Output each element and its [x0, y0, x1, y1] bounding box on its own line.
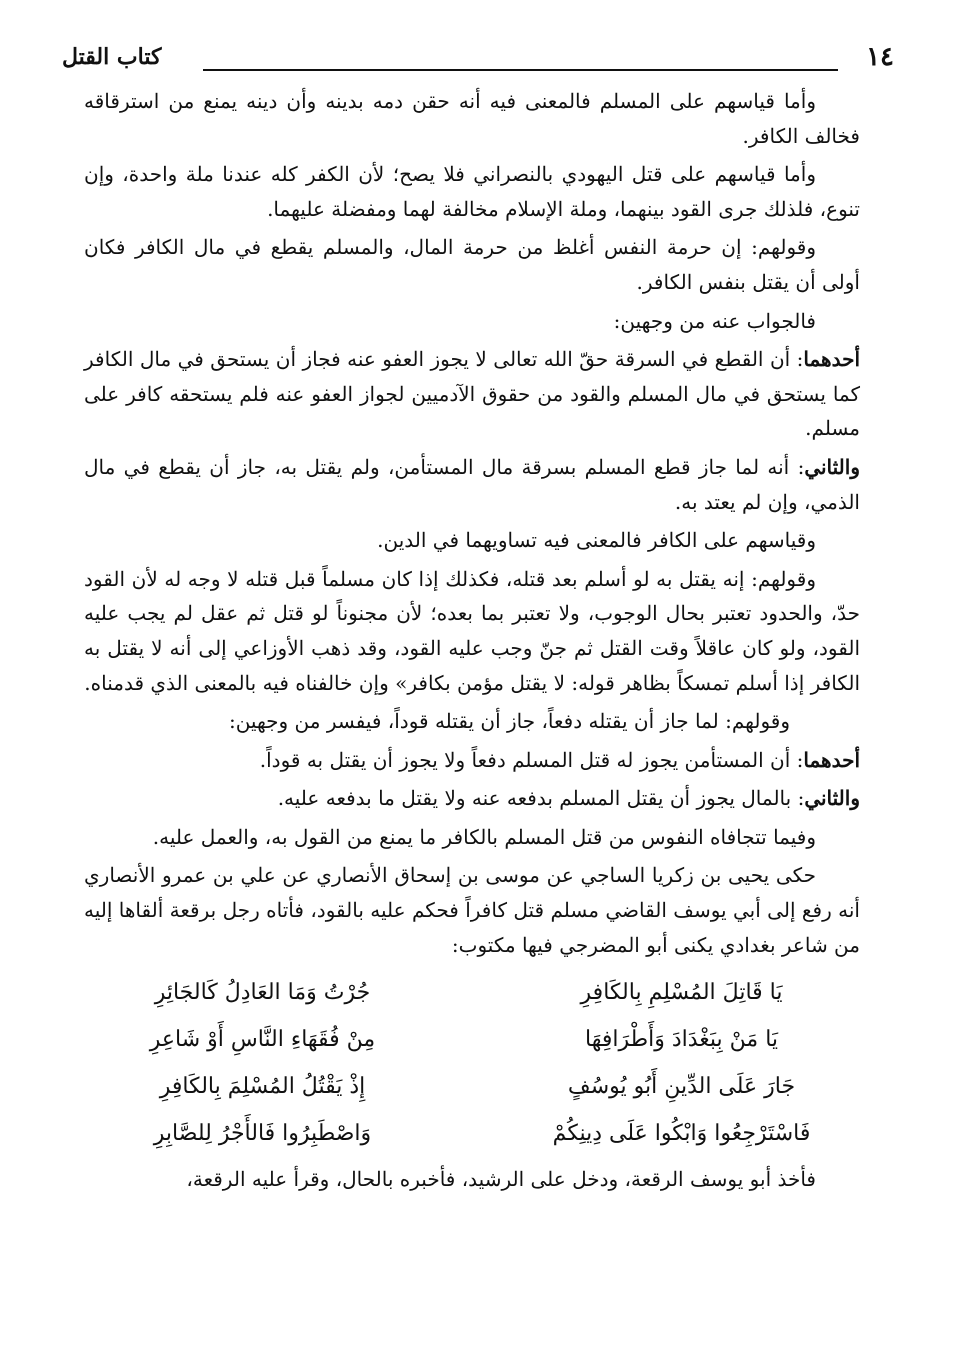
running-title: كتاب القتل [62, 44, 162, 70]
verse-first-hemistich: فَاسْتَرْجِعُوا وَابْكُوا عَلَى دِينِكُمْ [552, 1121, 811, 1147]
paragraph: وأما قياسهم على قتل اليهودي بالنصراني فلا يصح؛ لأن الكفر كله عندنا ملة واحدة، وإن تنوع، فلذلك جرى القود بينهما، وملة الإسلام مخالفة لهما ومفضلة عليهما. [84, 162, 860, 221]
page-header [62, 42, 894, 72]
page-number: ١٤ [866, 42, 894, 72]
verse-second-hemistich: وَاصْطَبِرُوا فَالأَجْرُ لِلصَّابِرِ [153, 1121, 372, 1147]
poem-verse [84, 1064, 860, 1111]
paragraph: والثاني: بالمال يجوز أن يقتل المسلم بدفعه عنه ولا يقتل ما بدفعه عليه. [277, 786, 860, 811]
verse-second-hemistich: مِنْ فُقَهَاءِ النَّاسِ أَوْ شَاعِرِ [149, 1027, 376, 1053]
verse-second-hemistich: جُرْتُ وَمَا العَادِلُ كَالجَائِرِ [154, 980, 371, 1006]
poem [84, 970, 860, 1158]
paragraph: حكى يحيى بن زكريا الساجي عن موسى بن إسحاق الأنصاري عن علي بن عمرو الأنصاري أنه رفع إلى أبي يوسف القاضي مسلم قتل كافراً فحكم عليه بالقود، فأتاه رجل برقعة ألقاها إليه من شاعر بغدادي يكنى أبو المضرجي فيها مكتوب: [84, 863, 860, 957]
header-rule [203, 69, 838, 71]
poem-verse [84, 1111, 860, 1158]
bold-lead: والثاني [804, 786, 860, 811]
paragraph: وقولهم: لما جاز أن يقتله دفعاً، جاز أن يقتله قوداً، فيفسر من وجهين: [228, 709, 790, 734]
bold-lead: أحدهما [803, 747, 860, 772]
bold-lead: والثاني [804, 454, 860, 479]
bold-lead: أحدهما [803, 347, 860, 372]
page-body [84, 84, 860, 1201]
verse-first-hemistich: يَا قَاتِلَ المُسْلِمِ بِالكَافِرِ [580, 980, 783, 1006]
poem-verse [84, 1017, 860, 1064]
paragraph: أحدهما: أن القطع في السرقة حقّ الله تعالى لا يجوز العفو عنه فجاز أن يستحق في مال الكافر كما يستحق في مال المسلم والقود من حقوق الآدميين لجواز العفو عنه فلم يستحقه كافر على مسلم. [84, 347, 861, 441]
final-paragraph: فأخذ أبو يوسف الرقعة، ودخل على الرشيد، فأخبره بالحال، وقرأ عليه الرقعة، [186, 1167, 816, 1192]
paragraph: وقياسهم على الكافر فالمعنى فيه تساويهما في الدين. [377, 528, 816, 553]
paragraph: وقولهم: إن حرمة النفس أغلظ من حرمة المال، والمسلم يقطع في مال الكافر فكان أولى أن يقتل بنفس الكافر. [84, 235, 860, 294]
paragraph: وفيما تتجافاه النفوس من قتل المسلم بالكافر ما يمنع من القول به، والعمل عليه. [152, 824, 816, 849]
poem-verse [84, 970, 860, 1017]
verse-first-hemistich: يَا مَنْ بِبَغْدَادَ وَأَطْرَافِهَا [585, 1027, 779, 1053]
paragraph: وقولهم: إنه يقتل به لو أسلم بعد قتله، فكذلك إذا كان مسلماً قبل قتله لا وجه له لأن القود حدّ، والحدود تعتبر بحال الوجوب، ولا تعتبر بما بعده؛ لأن مجنوناً لو قتل ثم عقل لم يجب عليه القود، ولو كان عاقلاً وقت القتل ثم جنّ وجب عليه القود، وقد ذهب الأوزاعي إلى أنه لا يقتل به الكافر إذا أسلم تمسكاً بظاهر قوله: لا يقتل مؤمن بكافر» وإن خالفناه فيه بالمعنى الذي قدمناه. [84, 566, 860, 695]
verse-first-hemistich: جَارَ عَلَى الدِّينِ أَبُو يُوسُفٍ [567, 1074, 796, 1100]
paragraph: والثاني: أنه لما جاز قطع المسلم بسرقة مال المستأمن، ولم يقتل به، جاز أن يقطع في مال الذمي، وإن لم يعتد به. [84, 454, 860, 514]
paragraph: وأما قياسهم على المسلم فالمعنى فيه أنه حقن دمه بدينه وأن دينه يمنع من استرقاقه فخالف الكافر. [84, 89, 860, 148]
paragraph: أحدهما: أن المستأمن يجوز له قتل المسلم دفعاً ولا يجوز أن يقتل به قوداً. [259, 747, 860, 772]
verse-second-hemistich: إِذْ يَقْتُلُ المُسْلِمَ بِالكَافِرِ [159, 1074, 366, 1100]
paragraph: فالجواب عنه من وجهين: [613, 308, 816, 333]
